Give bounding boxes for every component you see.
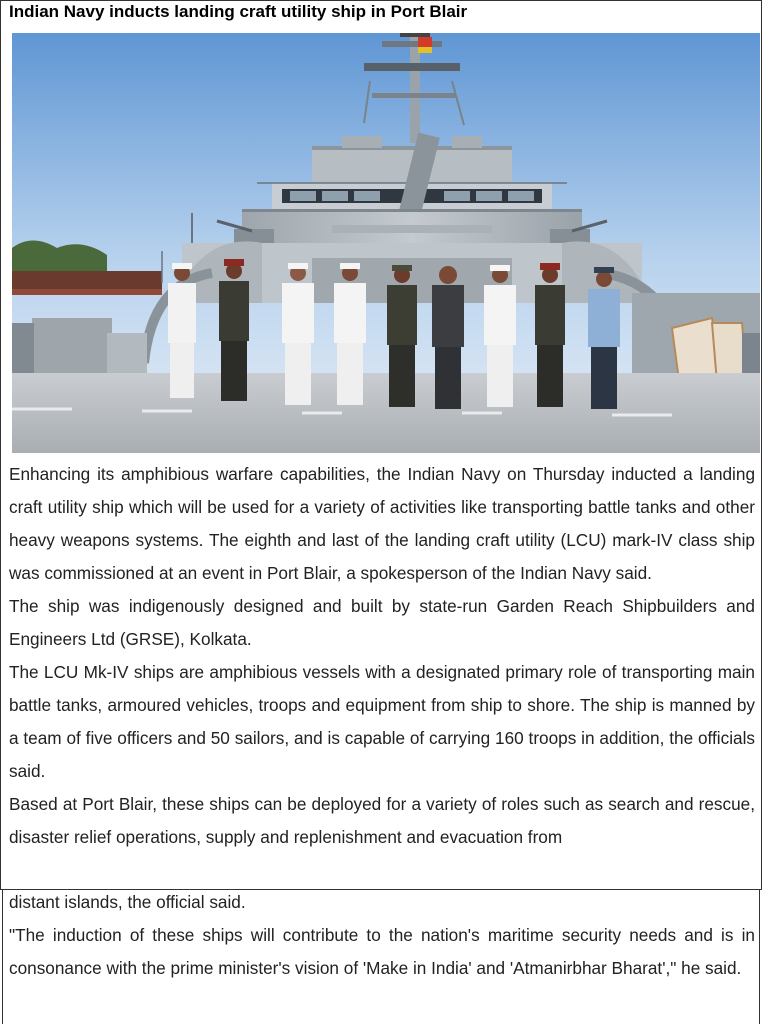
article-paragraph-continued: distant islands, the official said. [9,892,246,912]
article-paragraph: The ship was indigenously designed and built by state-run Garden Reach Shipbuilders and Engineers Ltd (GRSE), Kolkata. [9,596,755,649]
article-paragraph: Based at Port Blair, these ships can be deployed for a variety of roles such as search and rescue, disaster relief operations, supply and replenishment and evacuation from [9,794,755,847]
article-continuation [9,886,755,985]
article-body [9,458,755,854]
headline: Indian Navy inducts landing craft utility ship in Port Blair [9,2,468,21]
ship-photo [12,33,760,453]
article-paragraph: "The induction of these ships will contribute to the nation's maritime security needs and is in consonance with the prime minister's vision of 'Make in India' and 'Atmanirbhar Bharat'," he said. [9,925,755,978]
article-paragraph: The LCU Mk-IV ships are amphibious vessels with a designated primary role of transporting main battle tanks, armoured vehicles, troops and equipment from ship to shore. The ship is manned by a team of five officers and 50 sailors, and is capable of carrying 160 troops in addition, the officials said. [9,662,755,781]
article-paragraph: Enhancing its amphibious warfare capabilities, the Indian Navy on Thursday inducted a landing craft utility ship which will be used for a variety of activities like transporting battle tanks and other heavy weapons systems. The eighth and last of the landing craft utility (LCU) mark-IV class ship was commissioned at an event in Port Blair, a spokesperson of the Indian Navy said. [9,464,755,583]
